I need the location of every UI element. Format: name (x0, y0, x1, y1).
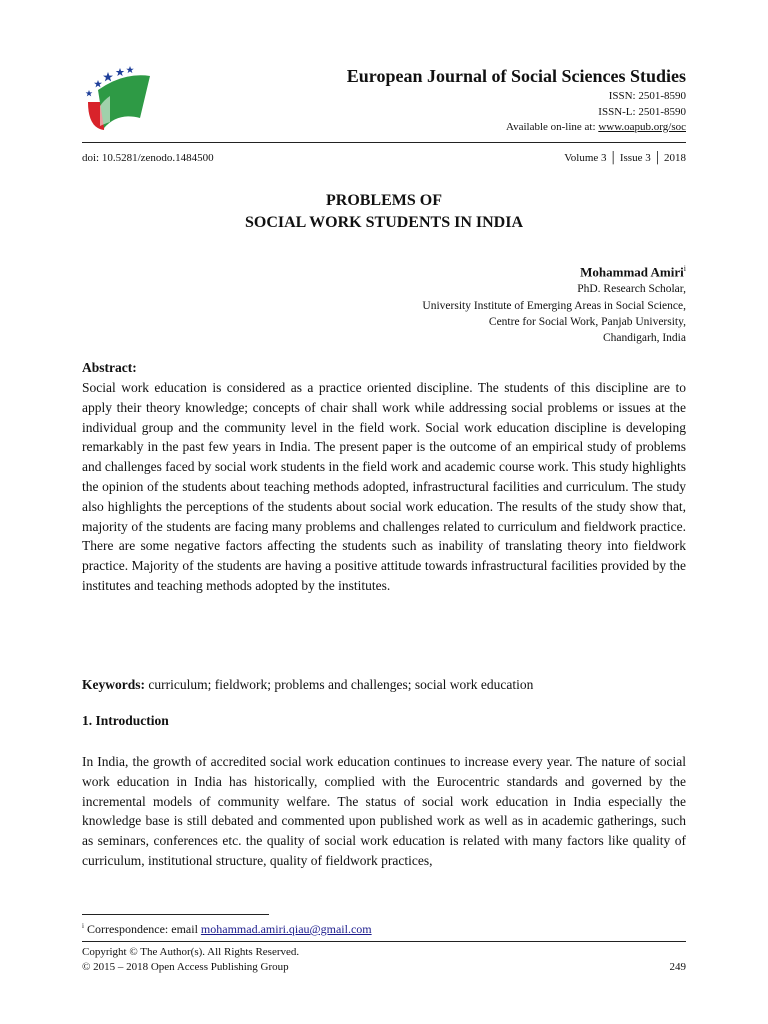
header-divider (82, 142, 686, 143)
keywords (82, 675, 686, 695)
footnote-mark: i (82, 922, 84, 930)
article-title-line1: PROBLEMS OF (325, 192, 442, 209)
author-note-mark: i (683, 264, 686, 273)
author-name: Mohammad Amiri$^i$ (580, 264, 686, 280)
volume-info: Volume 3 │ Issue 3 │ 2018 (564, 152, 686, 164)
availability-line (506, 121, 686, 133)
footnote-divider (82, 914, 269, 915)
article-title-line2: SOCIAL WORK STUDENTS IN INDIA (245, 214, 523, 231)
footnote (82, 922, 372, 937)
introduction-body: In India, the growth of accredited social work education continues to increase every year. The nature of social work education in India has historically, complied with the Eurocentric standards and governed by the incremental models of community welfare. The status of social work education in India especially the knowledge base is still debated and commented upon published work as well as in academic gatherings, such as seminars, conferences etc. the quality of social work education is related with many factors like quality of curriculum, institutional structure, quality of fieldwork practices, (82, 754, 686, 868)
keywords-label: Keywords: (82, 677, 145, 692)
author-affiliation-line: Centre for Social Work, Panjab University, (488, 315, 686, 328)
page-number: 249 (669, 961, 686, 973)
author-affiliation-line: University Institute of Emerging Areas in Social Science, (422, 299, 686, 312)
introduction-heading: 1. Introduction (82, 713, 169, 728)
footer-divider (82, 941, 686, 942)
footnote-label: Correspondence: email (83, 922, 201, 936)
author-block (422, 260, 686, 346)
author-affiliation-line: PhD. Research Scholar, (577, 283, 686, 296)
doi: doi: 10.5281/zenodo.1484500 (82, 152, 214, 164)
email-link[interactable]: mohammad.amiri.qiau@gmail.com (200, 922, 372, 936)
issn-l: ISSN-L: 2501-8590 (598, 106, 686, 118)
journal-title: European Journal of Social Sciences Studies (346, 66, 686, 86)
availability-label: Available on-line at: (505, 121, 599, 133)
journal-logo (80, 66, 160, 132)
keywords-text: curriculum; fieldwork; problems and challenges; social work education (145, 677, 534, 692)
author-affiliation-line: Chandigarh, India (602, 331, 686, 344)
issn: ISSN: 2501-8590 (608, 90, 686, 102)
abstract-heading: Abstract: (82, 360, 137, 375)
abstract-body: Social work education is considered as a practice oriented discipline. The students of this discipline are to apply their theory knowledge; concepts of chair shall work while addressing social problems or issues at the individual group and the community level in the field work. Social work education discipline is developing remarkably in the past few years in India. The present paper is the outcome of an empirical study of problems and challenges faced by social work students in the field work and academic course work. This study highlights the opinion of the students about teaching methods adopted, infrastructural facilities and curriculum. The study also highlights the perceptions of the students about social work education. The results of the study show that, majority of the students are facing many problems and challenges related to curriculum and fieldwork practice. There are some negative factors affecting the students such as inability of translating theory into fieldwork practice. Majority of the students are having a positive attitude towards infrastructural facilities provided by the institutes and teaching methods adopted by the institutes. (82, 380, 686, 593)
journal-url-link[interactable]: www.oapub.org/soc (598, 121, 686, 133)
copyright-line: Copyright © The Author(s). All Rights Reserved. (82, 946, 300, 958)
article-title (82, 190, 686, 234)
publisher-line: © 2015 – 2018 Open Access Publishing Group (82, 961, 289, 973)
